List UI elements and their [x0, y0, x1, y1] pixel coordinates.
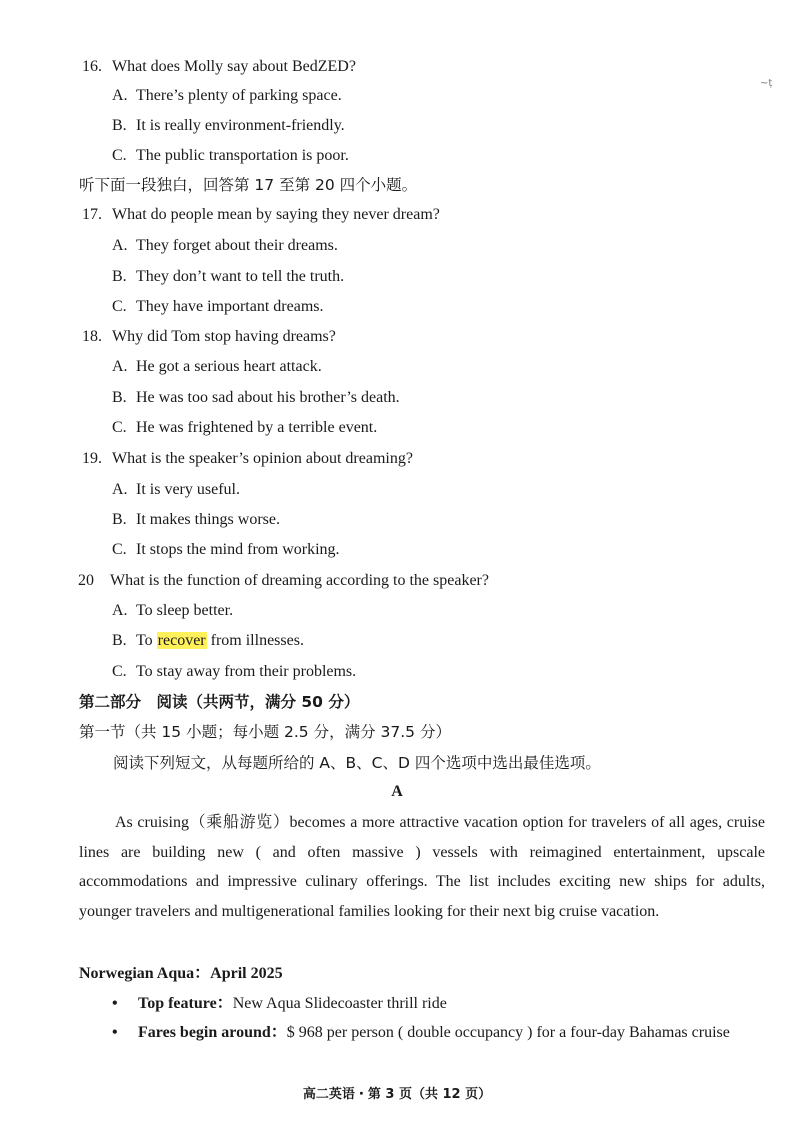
- option-16a: [112, 86, 342, 106]
- label-colon: ：: [216, 995, 233, 1012]
- option-letter: C.: [112, 147, 127, 164]
- option-16b: [112, 116, 345, 136]
- ship-separator: ：: [194, 965, 211, 982]
- option-letter: B.: [112, 632, 127, 649]
- option-text-pre: To: [136, 632, 157, 649]
- option-letter: B.: [112, 389, 127, 406]
- option-20b: [112, 631, 304, 651]
- question-number: 17.: [82, 206, 102, 223]
- ship-title: [79, 960, 283, 983]
- question-18: [82, 327, 336, 347]
- option-text: They have important dreams.: [136, 298, 324, 315]
- option-text: He got a serious heart attack.: [136, 358, 322, 375]
- top-feature-value: New Aqua Slidecoaster thrill ride: [232, 995, 447, 1012]
- question-number: 20: [78, 572, 94, 589]
- option-text: It stops the mind from working.: [136, 541, 340, 558]
- option-19b: [112, 510, 280, 530]
- passage-intro: As cruising（乘船游览）becomes a more attractive vacation option for travelers of all ages, cruise lines are building new ( and often massive ) vessels with reimagined entertainment, upscale accommodations and impressive culinary offerings. The list includes exciting new ships for adults, younger travelers and multigenerational families looking for their next big cruise vacation.: [79, 814, 765, 920]
- question-20: [78, 571, 489, 591]
- ship-name: Norwegian Aqua: [79, 965, 195, 982]
- option-text: To sleep better.: [136, 602, 234, 619]
- option-letter: A.: [112, 87, 128, 104]
- option-20c: [112, 662, 356, 682]
- bullet-dot: •: [112, 1024, 118, 1041]
- option-text: It is very useful.: [136, 481, 240, 498]
- option-18a: [112, 357, 322, 377]
- option-letter: C.: [112, 663, 127, 680]
- option-letter: C.: [112, 541, 127, 558]
- option-text: He was too sad about his brother’s death.: [136, 389, 400, 406]
- question-17: [82, 205, 440, 225]
- option-text: He was frightened by a terrible event.: [136, 419, 378, 436]
- ship-date: April 2025: [210, 965, 283, 982]
- option-letter: B.: [112, 511, 127, 528]
- option-16c: [112, 146, 349, 166]
- top-feature-label: Top feature: [138, 995, 217, 1012]
- highlighted-word: recover: [157, 632, 206, 649]
- question-text: Why did Tom stop having dreams?: [112, 328, 336, 345]
- page-footer: 高二英语・第 3 页（共 12 页）: [302, 1087, 492, 1102]
- option-17c: [112, 297, 324, 317]
- option-text: It makes things worse.: [136, 511, 280, 528]
- question-19: [82, 449, 413, 469]
- option-20a: [112, 601, 233, 621]
- label-colon: ：: [270, 1024, 287, 1041]
- part-two-title: 第二部分 阅读（共两节，满分 50 分）: [79, 693, 360, 711]
- option-17a: [112, 236, 338, 256]
- fares-bullet: [79, 1018, 765, 1048]
- option-text: It is really environment-friendly.: [136, 117, 345, 134]
- top-feature-bullet: [112, 990, 447, 1013]
- option-letter: A.: [112, 602, 128, 619]
- option-text: They don’t want to tell the truth.: [136, 268, 345, 285]
- option-letter: B.: [112, 268, 127, 285]
- question-text: What do people mean by saying they never dream?: [112, 206, 440, 223]
- margin-scribble: ~ṭ: [760, 78, 773, 89]
- question-text: What is the function of dreaming according to the speaker?: [110, 572, 489, 589]
- option-letter: B.: [112, 117, 127, 134]
- passage-heading: A: [391, 783, 403, 800]
- option-text: They forget about their dreams.: [136, 237, 338, 254]
- fares-value: $ 968 per person ( double occupancy ) for a four-day Bahamas cruise: [286, 1024, 730, 1041]
- option-letter: C.: [112, 298, 127, 315]
- section-one-title: 第一节（共 15 小题；每小题 2.5 分，满分 37.5 分）: [79, 723, 451, 741]
- option-text: The public transportation is poor.: [136, 147, 349, 164]
- option-19a: [112, 480, 240, 500]
- option-19c: [112, 540, 340, 560]
- question-number: 19.: [82, 450, 102, 467]
- option-text-post: from illnesses.: [206, 632, 304, 649]
- question-text: What is the speaker’s opinion about dreaming?: [112, 450, 413, 467]
- question-text: What does Molly say about BedZED?: [112, 58, 356, 75]
- option-18b: [112, 388, 400, 408]
- reading-instruction: 阅读下列短文，从每题所给的 A、B、C、D 四个选项中选出最佳选项。: [113, 754, 601, 772]
- option-letter: A.: [112, 237, 128, 254]
- question-number: 18.: [82, 328, 102, 345]
- fares-label: Fares begin around: [138, 1024, 271, 1041]
- option-text: To stay away from their problems.: [136, 663, 357, 680]
- question-number: 16.: [82, 58, 102, 75]
- option-text: There’s plenty of parking space.: [136, 87, 342, 104]
- option-18c: [112, 418, 377, 438]
- question-16: [82, 57, 356, 77]
- bullet-dot: •: [112, 995, 118, 1012]
- listening-instruction: 听下面一段独白，回答第 17 至第 20 四个小题。: [79, 176, 418, 194]
- option-letter: A.: [112, 481, 128, 498]
- option-letter: A.: [112, 358, 128, 375]
- option-letter: C.: [112, 419, 127, 436]
- option-17b: [112, 267, 344, 287]
